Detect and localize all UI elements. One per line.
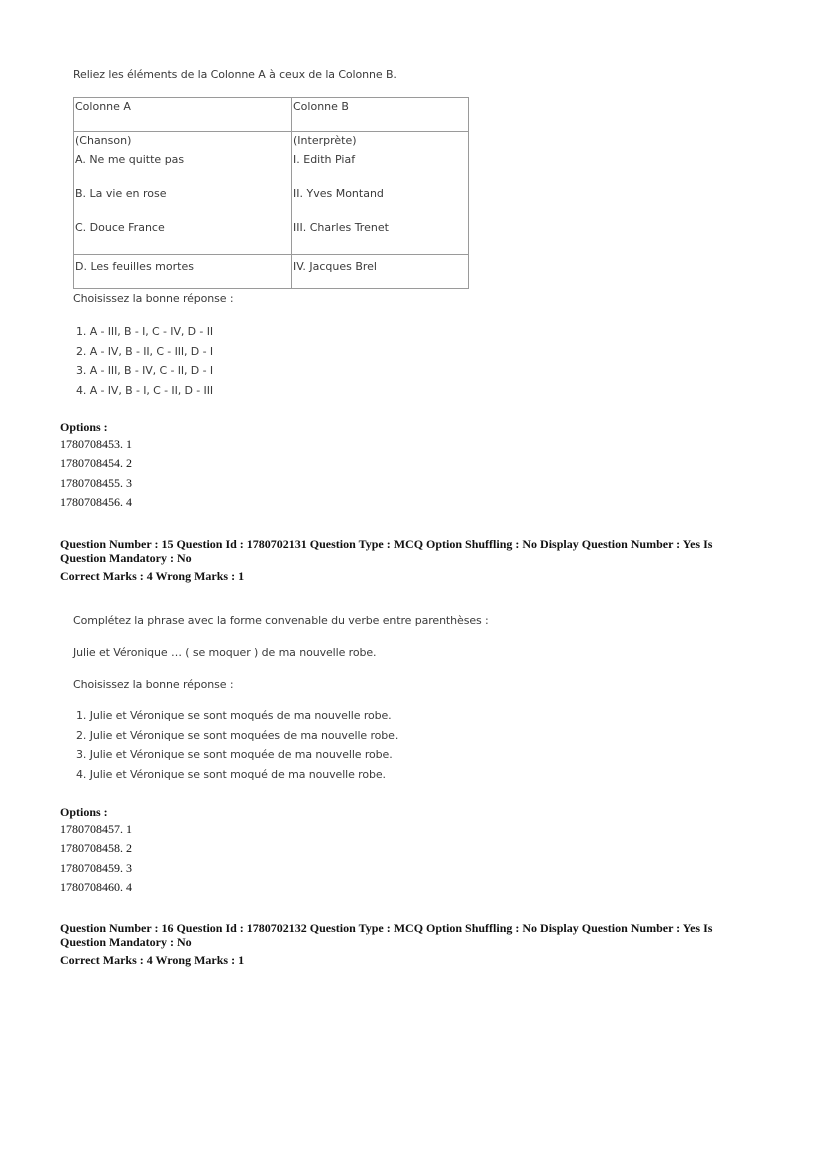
q15-header-line2: Question Mandatory : No <box>60 551 192 565</box>
list-item: 2. Julie et Véronique se sont moquées de ma nouvelle robe. <box>76 728 399 742</box>
q16-header-line2: Question Mandatory : No <box>60 935 192 949</box>
q15-options-label: Options : <box>60 805 108 819</box>
q16-header <box>60 921 760 949</box>
table-cell: III. Charles Trenet <box>293 221 389 234</box>
list-item: 1780708455. 3 <box>60 475 132 490</box>
q16-header-line1: Question Number : 16 Question Id : 1780702132 Question Type : MCQ Option Shuffling : No Display Question Number : Yes Is <box>60 921 713 935</box>
q15-sentence: Julie et Véronique … ( se moquer ) de ma nouvelle robe. <box>73 646 377 659</box>
q15-marks: Correct Marks : 4 Wrong Marks : 1 <box>60 569 245 583</box>
q15-choose-label: Choisissez la bonne réponse : <box>73 678 234 691</box>
table-header-colonne-a: Colonne A <box>74 98 292 132</box>
list-item: 2. A - IV, B - II, C - III, D - I <box>76 344 213 358</box>
q15-instruction: Complétez la phrase avec la forme convenable du verbe entre parenthèses : <box>73 614 489 627</box>
list-item: 3. A - III, B - IV, C - II, D - I <box>76 364 213 377</box>
q14-answer-list <box>76 322 213 400</box>
table-subheader: (Interprète) <box>293 134 357 147</box>
table-column-b-cell <box>292 132 469 255</box>
q14-options-label: Options : <box>60 420 108 434</box>
list-item: 1780708453. 1 <box>60 437 132 451</box>
list-item: 1780708458. 2 <box>60 841 132 856</box>
q14-options-list <box>60 435 132 512</box>
q16-marks: Correct Marks : 4 Wrong Marks : 1 <box>60 953 245 967</box>
list-item: 1780708459. 3 <box>60 860 132 875</box>
table-cell: II. Yves Montand <box>293 187 384 200</box>
table-cell: B. La vie en rose <box>75 187 167 200</box>
list-item: 1780708460. 4 <box>60 879 132 894</box>
list-item: 4. Julie et Véronique se sont moqué de ma nouvelle robe. <box>76 767 386 781</box>
list-item: 1780708457. 1 <box>60 822 132 836</box>
list-item: 1780708456. 4 <box>60 494 132 509</box>
list-item: 1. A - III, B - I, C - IV, D - II <box>76 325 213 338</box>
table-cell: A. Ne me quitte pas <box>75 153 185 166</box>
table-cell: I. Edith Piaf <box>293 153 356 166</box>
q14-instruction: Reliez les éléments de la Colonne A à ceux de la Colonne B. <box>73 68 397 81</box>
matching-table <box>73 97 469 289</box>
table-subheader: (Chanson) <box>75 134 132 147</box>
q15-header-line1: Question Number : 15 Question Id : 1780702131 Question Type : MCQ Option Shuffling : No Display Question Number : Yes Is <box>60 537 713 551</box>
q15-answer-list <box>76 706 398 784</box>
list-item: 3. Julie et Véronique se sont moquée de ma nouvelle robe. <box>76 748 393 761</box>
table-cell: C. Douce France <box>75 221 165 234</box>
table-column-a-cell <box>74 132 292 255</box>
list-item: 1780708454. 2 <box>60 456 132 471</box>
q14-choose-label: Choisissez la bonne réponse : <box>73 292 234 305</box>
q15-header <box>60 537 760 565</box>
q15-options-list <box>60 820 132 897</box>
table-cell: IV. Jacques Brel <box>292 255 469 289</box>
list-item: 4. A - IV, B - I, C - II, D - III <box>76 383 213 397</box>
table-header-colonne-b: Colonne B <box>292 98 469 132</box>
list-item: 1. Julie et Véronique se sont moqués de ma nouvelle robe. <box>76 709 392 722</box>
table-cell: D. Les feuilles mortes <box>74 255 292 289</box>
